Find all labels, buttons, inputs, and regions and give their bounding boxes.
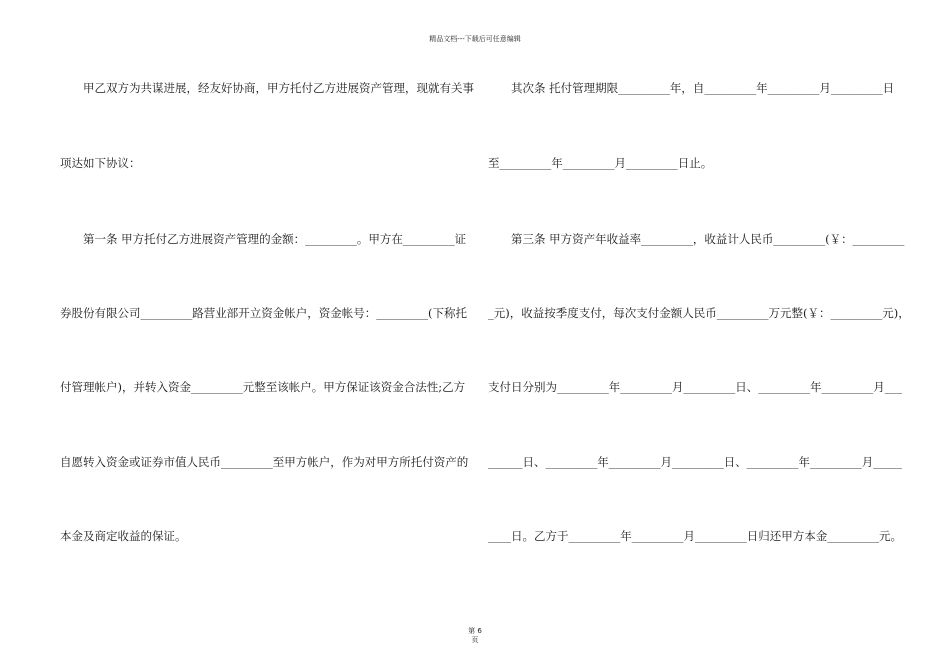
page-number bbox=[0, 627, 950, 645]
right-line: 其次条 托付管理期限_________年，自_________年_________月_________日 bbox=[488, 81, 895, 95]
left-line: 自愿转入资金或证券市值人民币_________至甲方帐户，作为对甲方所托付资产的 bbox=[60, 455, 469, 469]
right-line: ____日。乙方于_________年_________月_________日归还甲方本金_________元。 bbox=[488, 529, 902, 543]
left-line: 第一条 甲方托付乙方进展资产管理的金额：_________。甲方在_________证 bbox=[60, 232, 467, 246]
page-number-line2: 页 bbox=[471, 636, 479, 644]
page-header: 精品文档---下载后可任意编辑 bbox=[429, 35, 521, 43]
left-line: 付管理帐户)，并转入资金_________元整至该帐户。甲方保证该资金合法性;乙方 bbox=[60, 380, 466, 394]
page-number-line1: 第 6 bbox=[468, 627, 482, 635]
left-line: 券股份有限公司_________路营业部开立资金帐户，资金帐号：_________(下称托 bbox=[60, 306, 467, 320]
right-line: 第三条 甲方资产年收益率_________，收益计人民币_________(￥：_________ bbox=[488, 232, 905, 246]
left-line: 本金及商定收益的保证。 bbox=[60, 529, 187, 543]
left-line: 甲乙双方为共谋进展，经友好协商，甲方托付乙方进展资产管理，现就有关事 bbox=[60, 81, 474, 95]
right-line: 支付日分别为_________年_________月_________日、_________年_________月___ bbox=[488, 380, 902, 394]
left-line: 项达如下协议： bbox=[60, 156, 141, 170]
right-line: ______日、_________年_________月_________日、_________年_________月_____ bbox=[488, 455, 902, 469]
right-line: 至_________年_________月_________日止。 bbox=[488, 156, 713, 170]
right-line: _元)，收益按季度支付，每次支付金额人民币_________万元整(￥：_________元)， bbox=[488, 306, 910, 320]
